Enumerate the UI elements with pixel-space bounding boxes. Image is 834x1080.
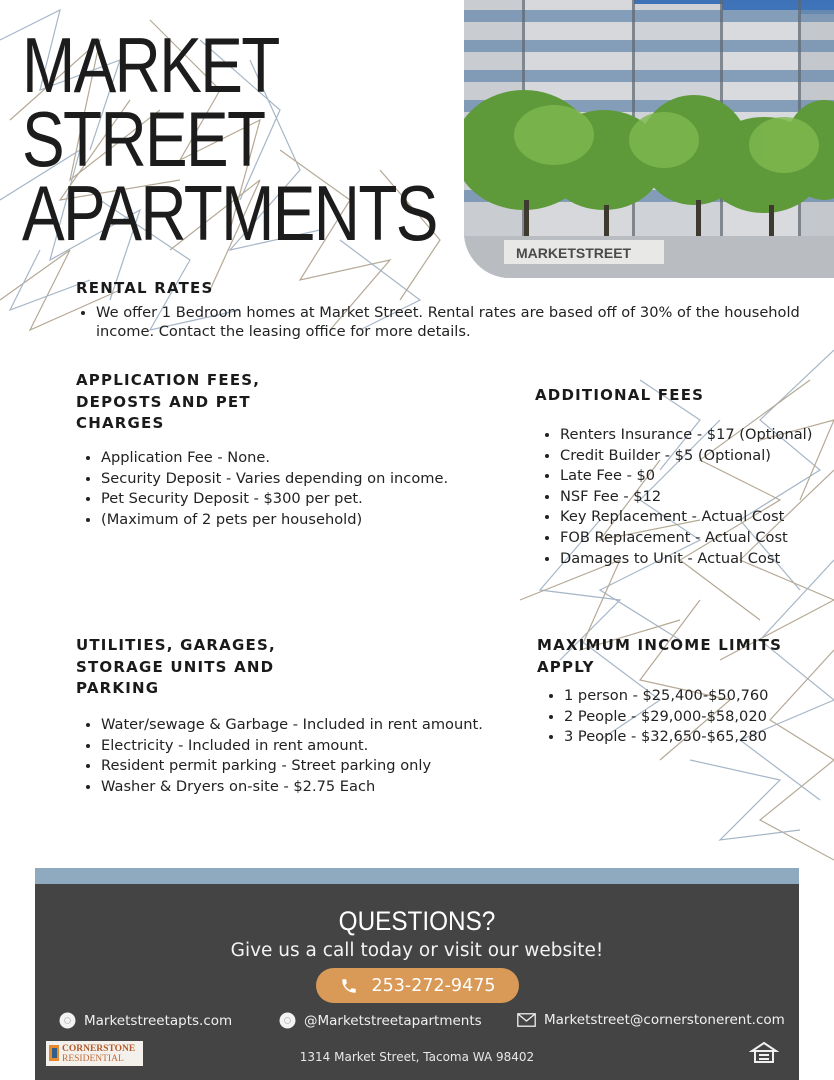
list-item: • Water/sewage & Garbage - Included in rent amount. [101, 715, 541, 736]
website-link[interactable] [59, 1012, 232, 1029]
heading-line: UTILITIES, GARAGES, [76, 636, 276, 654]
list-item: • 1 person - $25,400-$50,760 [564, 686, 834, 707]
email-text: Marketstreet@cornerstonerent.com [544, 1012, 785, 1028]
heading-line: APPLY [537, 657, 595, 676]
list-item: • 3 People - $32,650-$65,280 [564, 727, 834, 748]
footer-title: QUESTIONS? [338, 906, 496, 936]
rental-rates-heading: RENTAL RATES [76, 279, 214, 297]
phone-icon [340, 977, 358, 995]
footer-subtitle: Give us a call today or visit our website! [230, 940, 604, 961]
heading-line: STORAGE UNITS AND [76, 657, 275, 676]
application-fees-list [77, 448, 521, 530]
page-title [22, 21, 437, 257]
title-line-2: STREET [22, 95, 265, 183]
footer [35, 884, 799, 1080]
address: 1314 Market Street, Tacoma WA 98402 [299, 1050, 535, 1064]
list-item: • We offer 1 Bedroom homes at Market Street. Rental rates are based off of 30% of the household income. Contact the leasing office for more details. [96, 304, 834, 341]
list-item: • Application Fee - None. [101, 448, 521, 469]
rental-rates-list [72, 304, 834, 341]
building-photo [464, 0, 834, 278]
list-item: • Electricity - Included in rent amount. [101, 736, 541, 757]
heading-line: CHARGES [76, 414, 165, 432]
footer-stripe [35, 868, 799, 884]
list-item: • Damages to Unit - Actual Cost [560, 549, 834, 570]
list-item: • Late Fee - $0 [560, 466, 834, 487]
heading-line: MAXIMUM INCOME LIMITS [537, 636, 783, 654]
list-item: • Security Deposit - Varies depending on income. [101, 469, 521, 490]
list-item: • 2 People - $29,000-$58,020 [564, 707, 834, 728]
utilities-heading [76, 635, 276, 700]
list-item: • Renters Insurance - $17 (Optional) [560, 425, 834, 446]
application-fees-heading [76, 370, 260, 435]
utilities-list [77, 715, 541, 797]
additional-fees-list [536, 425, 834, 569]
income-limits-heading [537, 635, 782, 678]
additional-fees-heading: ADDITIONAL FEES [535, 386, 705, 404]
income-limits-list [540, 686, 834, 748]
heading-line: DEPOSTS AND PET [76, 392, 251, 411]
website-icon [59, 1012, 76, 1029]
title-line-3: APARTMENTS [22, 169, 437, 257]
list-item: • Washer & Dryers on-site - $2.75 Each [101, 777, 541, 798]
list-item: • Credit Builder - $5 (Optional) [560, 446, 834, 467]
envelope-icon [517, 1013, 536, 1027]
list-item: • (Maximum of 2 pets per household) [101, 510, 521, 531]
phone-number: 253-272-9475 [371, 975, 496, 996]
list-item: • Resident permit parking - Street parking only [101, 756, 541, 777]
list-item: • NSF Fee - $12 [560, 487, 834, 508]
equal-housing-icon [749, 1041, 779, 1067]
building-sign: MARKETSTREET [516, 245, 632, 261]
website-text: Marketstreetapts.com [84, 1012, 233, 1029]
title-line-1: MARKET [22, 21, 279, 109]
heading-line: PARKING [76, 679, 160, 697]
social-text: @Marketstreetapartments [304, 1012, 482, 1029]
list-item: • Key Replacement - Actual Cost [560, 507, 834, 528]
email-link[interactable] [517, 1012, 785, 1028]
social-link[interactable] [279, 1012, 482, 1029]
list-item: • Pet Security Deposit - $300 per pet. [101, 489, 521, 510]
social-icon [279, 1012, 296, 1029]
list-item: • FOB Replacement - Actual Cost [560, 528, 834, 549]
phone-button[interactable] [316, 968, 519, 1003]
logo-line-1: CORNERSTONE [62, 1044, 136, 1054]
heading-line: APPLICATION FEES, [76, 371, 261, 389]
logo-line-2: RESIDENTIAL [62, 1054, 124, 1064]
